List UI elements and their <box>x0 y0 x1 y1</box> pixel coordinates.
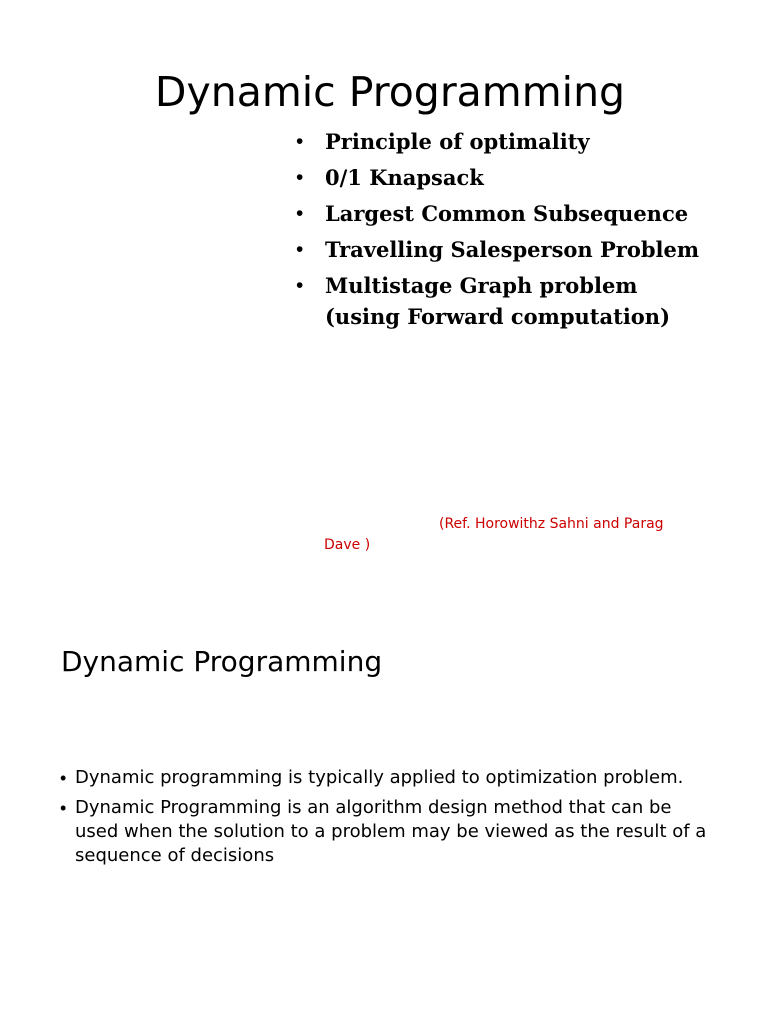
bullet-icon: • <box>296 202 304 225</box>
topic-text: Travelling Salesperson Problem <box>325 237 700 262</box>
list-item <box>296 234 699 265</box>
slide-title: Dynamic Programming <box>154 68 626 116</box>
topic-text: Principle of optimality <box>325 129 590 154</box>
bullet-icon: • <box>296 238 304 261</box>
list-item <box>60 796 710 868</box>
slide-title: Dynamic Programming <box>61 645 383 678</box>
reference-note: (Ref. Horowithz Sahni and Parag Dave ) <box>324 516 664 553</box>
list-item <box>296 126 699 157</box>
point-text: Dynamic programming is typically applied to optimization problem. <box>75 767 684 788</box>
bullet-icon: • <box>296 130 304 153</box>
bullet-icon: • <box>60 798 67 818</box>
bullet-icon: • <box>60 768 67 788</box>
topic-list <box>296 126 699 337</box>
topic-text: Multistage Graph problem (using Forward computation) <box>325 273 671 329</box>
point-text: Dynamic Programming is an algorithm design method that can be used when the solution to a problem may be viewed as the result of a sequence of decisions <box>75 797 707 866</box>
list-item <box>296 270 675 332</box>
list-item <box>296 162 699 193</box>
bullet-icon: • <box>296 274 304 297</box>
definition-list <box>60 766 710 874</box>
list-item <box>296 198 699 229</box>
bullet-icon: • <box>296 166 304 189</box>
list-item <box>60 766 710 790</box>
topic-text: Largest Common Subsequence <box>325 201 689 226</box>
topic-text: 0/1 Knapsack <box>325 165 484 190</box>
slide-definition <box>0 600 768 1024</box>
